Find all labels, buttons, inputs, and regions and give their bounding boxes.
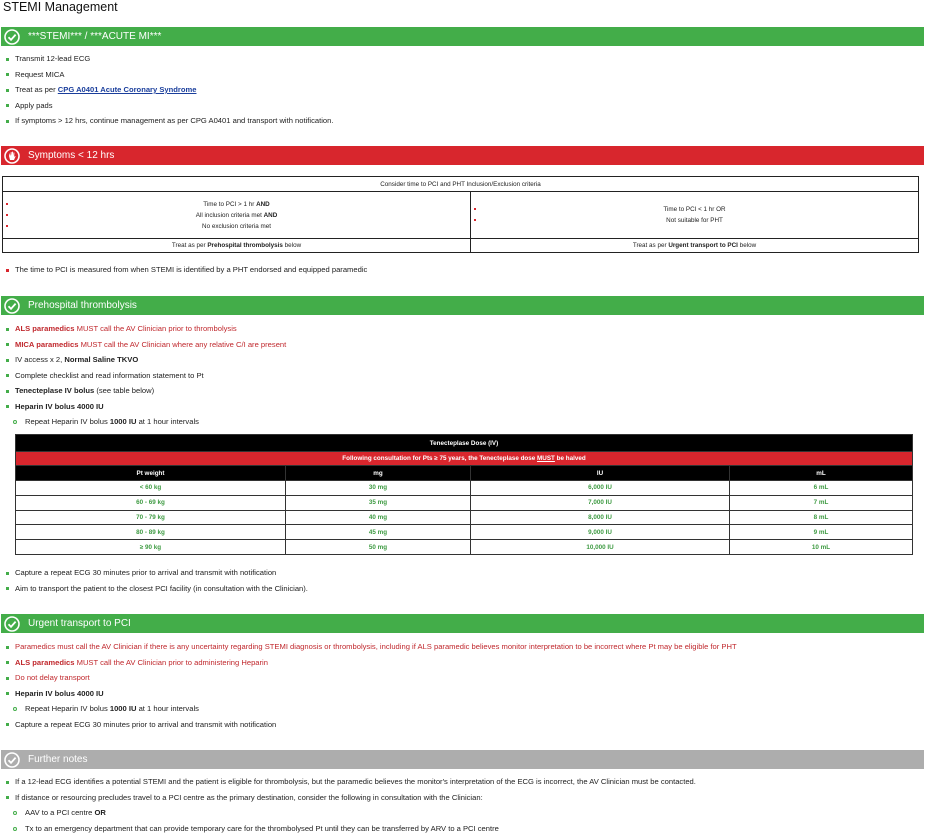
criteria-foot-left: Treat as per Prehospital thrombolysis below <box>3 239 471 253</box>
check-circle-icon <box>4 616 20 632</box>
section-banner-stemi <box>1 27 924 46</box>
list-item: If a 12-lead ECG identifies a potential STEMI and the patient is eligible for thrombolysis, but the paramedic believes the monitor's interpretation of the ECG is incorrect, the AV Clinician must be contacted. <box>6 774 696 790</box>
criteria-left: Time to PCI > 1 hr AND All inclusion criteria met AND No exclusion criteria met <box>3 192 471 239</box>
criteria-foot-right: Treat as per Urgent transport to PCI below <box>471 239 919 253</box>
section-heading: Urgent transport to PCI <box>28 618 131 629</box>
cpg-a0401-link[interactable]: CPG A0401 Acute Coronary Syndrome <box>57 85 197 94</box>
section-heading: Prehospital thrombolysis <box>28 300 137 311</box>
table-row: 80 - 89 kg 45 mg 9,000 IU 9 mL <box>16 525 913 540</box>
list-item: MICA paramedics MUST call the AV Clinician where any relative C/I are present <box>6 337 286 353</box>
pci-note-list <box>6 262 367 278</box>
list-item: Capture a repeat ECG 30 minutes prior to arrival and transmit with notification <box>6 565 308 581</box>
list-item: If symptoms > 12 hrs, continue management as per CPG A0401 and transport with notification. <box>6 113 333 129</box>
list-item: Heparin IV bolus 4000 IU <box>6 686 737 702</box>
thrombolysis-after-list <box>6 565 308 596</box>
further-notes-list <box>6 774 696 836</box>
list-item: Heparin IV bolus 4000 IU <box>6 399 286 415</box>
table-warning: Following consultation for Pts ≥ 75 years, the Tenecteplase dose MUST be halved <box>16 452 913 466</box>
check-circle-icon <box>4 298 20 314</box>
list-subitem: Tx to an emergency department that can provide temporary care for the thrombolysed Pt until they can be transferred by ARV to a PCI centre <box>6 821 696 837</box>
list-item: Do not delay transport <box>6 670 737 686</box>
page-title: STEMI Management <box>3 0 118 14</box>
section-heading: Symptoms < 12 hrs <box>28 150 115 161</box>
list-item: Aim to transport the patient to the closest PCI facility (in consultation with the Clinician). <box>6 581 308 597</box>
section-banner-thrombolysis <box>1 296 924 315</box>
list-item: Request MICA <box>6 67 333 83</box>
list-item: If distance or resourcing precludes travel to a PCI centre as the primary destination, consider the following in consultation with the Clinician: <box>6 790 696 806</box>
list-subitem: Repeat Heparin IV bolus 1000 IU at 1 hour intervals <box>6 414 286 430</box>
criteria-right: Time to PCI < 1 hr OR Not suitable for PHT <box>471 192 919 239</box>
check-circle-icon <box>4 752 20 768</box>
table-row: ≥ 90 kg 50 mg 10,000 IU 10 mL <box>16 540 913 555</box>
list-subitem: Repeat Heparin IV bolus 1000 IU at 1 hour intervals <box>6 701 737 717</box>
table-row: < 60 kg 30 mg 6,000 IU 6 mL <box>16 481 913 496</box>
section-heading: Further notes <box>28 754 88 765</box>
list-item: Complete checklist and read information statement to Pt <box>6 368 286 384</box>
criteria-table <box>2 176 919 253</box>
table-row: 70 - 79 kg 40 mg 8,000 IU 8 mL <box>16 510 913 525</box>
table-title: Tenecteplase Dose (IV) <box>16 435 913 452</box>
stemi-list <box>6 51 333 129</box>
column-header: IU <box>471 466 730 481</box>
section-banner-urgent-pci <box>1 614 924 633</box>
section-banner-further-notes <box>1 750 924 769</box>
list-item: ALS paramedics MUST call the AV Clinician prior to administering Heparin <box>6 655 737 671</box>
list-item: ALS paramedics MUST call the AV Clinician prior to thrombolysis <box>6 321 286 337</box>
section-banner-symptoms <box>1 146 924 165</box>
criteria-header: Consider time to PCI and PHT Inclusion/Exclusion criteria <box>3 177 919 192</box>
list-item: Treat as per CPG A0401 Acute Coronary Syndrome <box>6 82 333 98</box>
thrombolysis-list <box>6 321 286 430</box>
table-row: 60 - 69 kg 35 mg 7,000 IU 7 mL <box>16 495 913 510</box>
list-item: Capture a repeat ECG 30 minutes prior to arrival and transmit with notification <box>6 717 737 733</box>
column-header: mg <box>286 466 471 481</box>
list-item: IV access x 2, Normal Saline TKVO <box>6 352 286 368</box>
stop-hand-icon <box>4 148 20 164</box>
section-heading: ***STEMI*** / ***ACUTE MI*** <box>28 31 162 42</box>
list-item: The time to PCI is measured from when STEMI is identified by a PHT endorsed and equipped paramedic <box>6 262 367 278</box>
list-item: Transmit 12-lead ECG <box>6 51 333 67</box>
list-subitem: AAV to a PCI centre OR <box>6 805 696 821</box>
list-item: Tenecteplase IV bolus (see table below) <box>6 383 286 399</box>
tenecteplase-table <box>15 434 913 555</box>
column-header: Pt weight <box>16 466 286 481</box>
urgent-pci-list <box>6 639 737 732</box>
column-header: mL <box>730 466 913 481</box>
list-item: Apply pads <box>6 98 333 114</box>
list-item: Paramedics must call the AV Clinician if there is any uncertainty regarding STEMI diagnosis or thrombolysis, including if ALS paramedic believes monitor interpretation to be incorrect where Pt may be eligible for PHT <box>6 639 737 655</box>
check-circle-icon <box>4 29 20 45</box>
